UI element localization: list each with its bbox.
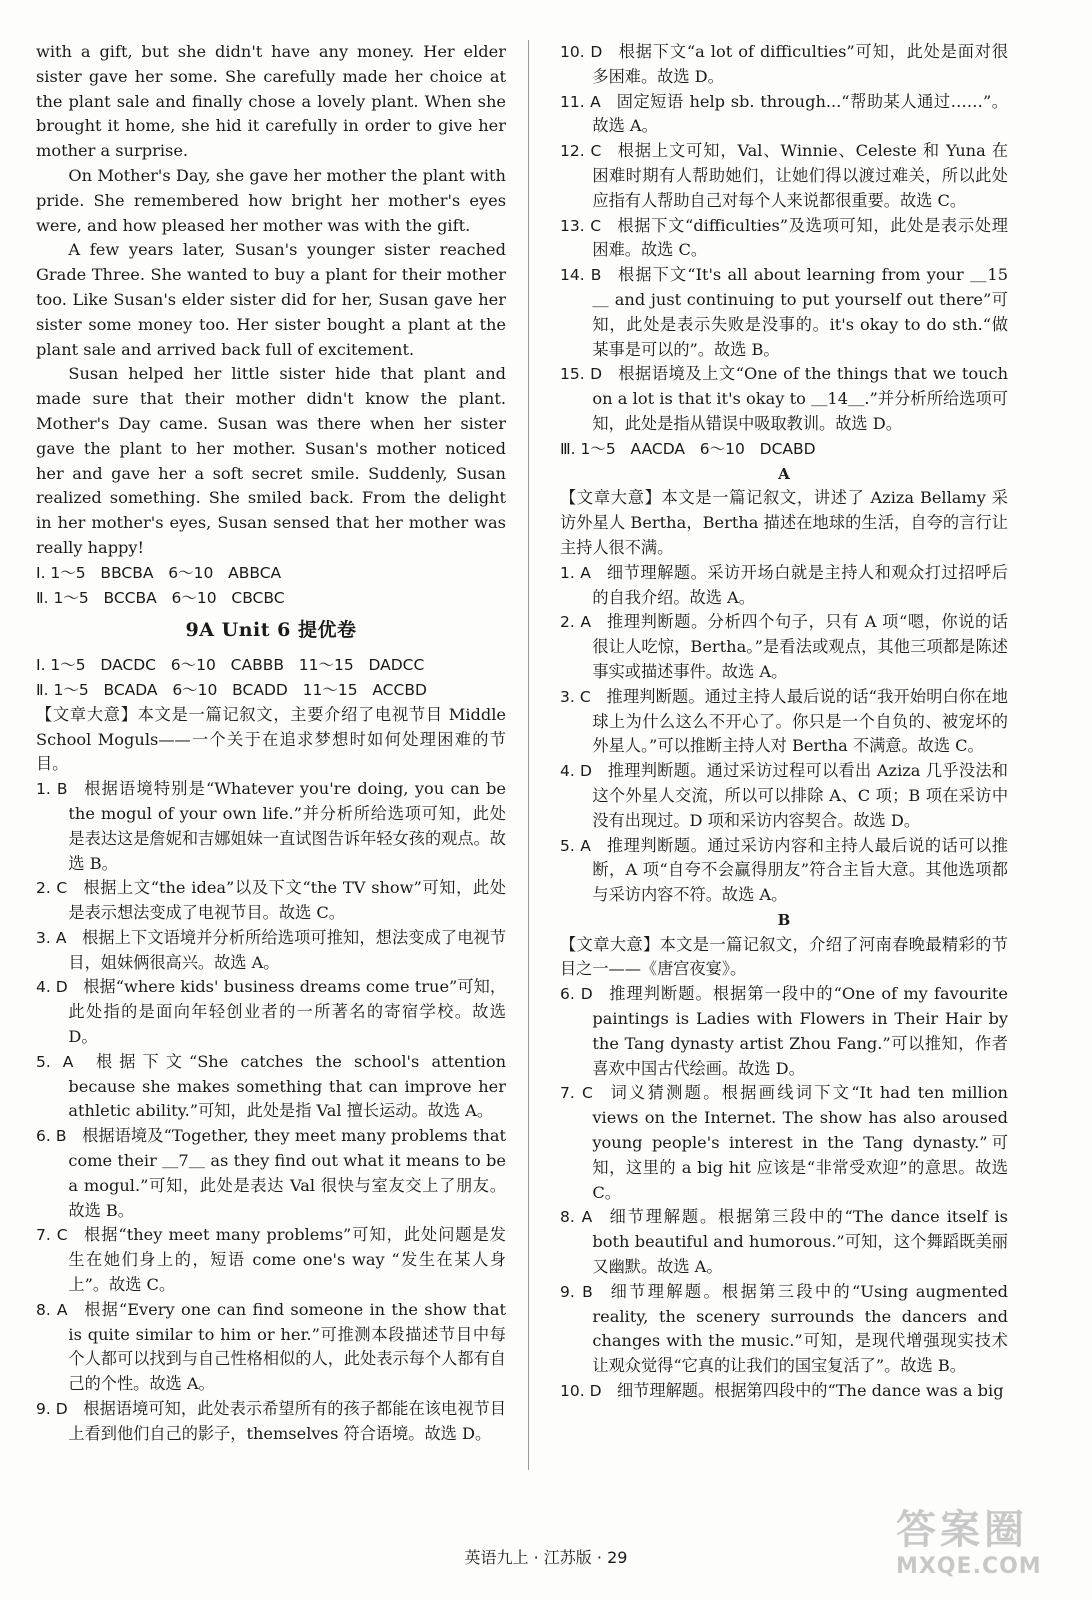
article-summary-a: 【文章大意】本文是一篇记叙文，讲述了 Aziza Bellamy 采访外星人 Bertha，Bertha 描述在地球的生活，自夸的言行让主持人很不满。 xyxy=(560,488,1008,557)
explanation-item xyxy=(36,926,506,976)
item-number: 3. A xyxy=(36,928,82,947)
explanation-item xyxy=(36,975,506,1049)
watermark-en: MXQE.COM xyxy=(896,1554,1042,1579)
explanation-item xyxy=(36,1223,506,1297)
item-number: 7. C xyxy=(560,1084,609,1103)
item-number: 1. A xyxy=(560,563,607,582)
article-summary-b: 【文章大意】本文是一篇记叙文，介绍了河南春晚最精彩的节目之一——《唐宫夜宴》。 xyxy=(560,934,1008,979)
explanation-item xyxy=(560,40,1008,90)
part-a-label: A xyxy=(778,464,790,483)
page-footer: 英语九上 · 江苏版 · 29 xyxy=(464,1548,628,1567)
explanation-item xyxy=(560,139,1008,213)
item-text: 根据上下文语境并分析所给选项可推知，想法变成了电视节目，姐妹俩很高兴。故选 A。 xyxy=(68,927,507,972)
item-number: 9. D xyxy=(36,1400,84,1419)
explanation-list xyxy=(36,777,506,1447)
watermark-logo xyxy=(896,1506,1080,1592)
item-text: 根据语境及“Together, they meet many problems that come their ＿7＿ as they find out what it means to be a mogul.”可知，此处是表达 Val 很快与室友交上了朋友。故选 B。 xyxy=(68,1126,506,1220)
column-divider xyxy=(528,40,529,1470)
item-number: 6. D xyxy=(560,985,609,1004)
explanation-list-b xyxy=(560,982,1008,1404)
item-text: 根据下文“She catches the school's attention because she makes something that can improve her athletic ability.”可知，此处是指 Val 擅长运动。故选 A。 xyxy=(68,1051,506,1121)
left-column xyxy=(36,40,506,1447)
answer-line: Ⅰ. 1～5 DACDC 6～10 CABBB 11～15 DADCC xyxy=(36,656,425,675)
item-number: 6. B xyxy=(36,1127,82,1146)
item-number: 7. C xyxy=(36,1226,84,1245)
item-number: 14. B xyxy=(560,266,617,285)
story-paragraph: A few years later, Susan's younger sister reached Grade Three. She wanted to buy a plant for their mother too. Like Susan's elder sister did for her, Susan gave her sister some money too. Her sister bought a plant at the plant sale and arrived back full of excitement. xyxy=(36,240,506,359)
story-text xyxy=(36,40,506,561)
item-text: 细节理解题。根据第三段中的“Using augmented reality, the scenery surrounds the dancers and changes with the music.”可知，是现代增强现实技术让观众觉得“它真的让我们的国宝复活了”。故选 B。 xyxy=(592,1281,1008,1376)
explanation-item xyxy=(560,1379,1008,1404)
item-text: 推理判断题。分析四个句子，只有 A 项“嗯，你说的话很让人吃惊，Bertha。”是看法或观点，其他三项都是陈述事实或描述事件。故选 A。 xyxy=(592,612,1008,681)
explanation-item xyxy=(560,1081,1008,1205)
explanation-item xyxy=(36,1397,506,1447)
item-text: 细节理解题。采访开场白就是主持人和观众打过招呼后的自我介绍。故选 A。 xyxy=(592,562,1008,607)
item-number: 3. C xyxy=(560,687,607,706)
explanation-item xyxy=(560,362,1008,436)
explanation-item xyxy=(560,685,1008,759)
explanation-item xyxy=(560,610,1008,684)
item-text: 根据语境特别是“Whatever you're doing, you can be the mogul of your own life.”并分析所给选项可知，此处是表达这是詹妮和吉娜姐妹一直试图告诉年轻女孩的观点。故选 B。 xyxy=(68,779,506,873)
item-number: 1. B xyxy=(36,780,84,799)
explanation-item xyxy=(36,876,506,926)
explanation-item xyxy=(36,777,506,876)
explanation-item xyxy=(560,1280,1008,1379)
item-number: 10. D xyxy=(560,43,618,61)
answer-line: Ⅰ. 1～5 BBCBA 6～10 ABBCA xyxy=(36,563,282,582)
explanation-item xyxy=(560,834,1008,908)
item-number: 5. A xyxy=(560,836,607,855)
item-number: 13. C xyxy=(560,216,617,235)
item-number: 2. A xyxy=(560,613,607,632)
explanation-item xyxy=(36,1298,506,1397)
item-number: 15. D xyxy=(560,365,618,384)
part-b-label: B xyxy=(777,910,791,929)
explanation-item xyxy=(560,561,1008,611)
item-number: 4. D xyxy=(36,978,84,997)
explanation-item xyxy=(36,1050,506,1124)
item-text: 根据下文“difficulties”及选项可知，此处是表示处理困难。故选 C。 xyxy=(592,215,1008,260)
article-summary: 【文章大意】本文是一篇记叙文，主要介绍了电视节目 Middle School Moguls——一个关于在追求梦想时如何处理困难的节目。 xyxy=(36,704,506,774)
item-text: 推理判断题。根据第一段中的“One of my favourite paintings is Ladies with Flowers in Their Hair by the Tang dynasty artist Zhou Fang.”可以推知，作者喜欢中国古代绘画。故选 D。 xyxy=(592,984,1008,1078)
item-number: 4. D xyxy=(560,762,608,781)
item-text: 根据语境可知，此处表示希望所有的孩子都能在该电视节目上看到他们自己的影子，themselves 符合语境。故选 D。 xyxy=(68,1399,507,1443)
item-number: 11. A xyxy=(560,92,617,111)
right-column xyxy=(560,40,1008,1404)
item-text: 推理判断题。通过主持人最后说的话“我开始明白你在地球上为什么这么不开心了。你只是一个自负的、被宠坏的外星人。”可以推断主持人对 Bertha 不满意。故选 C。 xyxy=(592,686,1008,756)
watermark-cn: 答案圈 xyxy=(896,1507,1028,1553)
item-text: 推理判断题。通过采访内容和主持人最后说的话可以推断，A 项“自夸不会赢得朋友”符合主旨大意。其他选项都与采访内容不符。故选 A。 xyxy=(592,835,1008,905)
item-text: 细节理解题。根据第三段中的“The dance itself is both beautiful and humorous.”可知，这个舞蹈既美丽又幽默。故选 A。 xyxy=(592,1207,1008,1277)
item-text: 根据“Every one can find someone in the show that is quite similar to him or her.”可推测本段描述节目中每个人都可以找到与自己性格相似的人，此处表示每个人都有自己的个性。故选 A。 xyxy=(68,1299,507,1394)
answer-line: Ⅱ. 1～5 BCADA 6～10 BCADD 11～15 ACCBD xyxy=(36,680,427,699)
explanation-list-a xyxy=(560,561,1008,908)
item-text: 根据下文“It's all about learning from your ＿15＿ and just continuing to put yourself out there”可知，此处是表示失败是没事的。it's okay to do sth.“做某事是可以的”。故选 B。 xyxy=(592,265,1008,359)
explanation-list-top xyxy=(560,40,1008,437)
item-text: 推理判断题。通过采访过程可以看出 Aziza 几乎没法和这个外星人交流，所以可以排除 A、C 项；B 项在采访中没有出现过。D 项和采访内容契合。故选 D。 xyxy=(592,761,1009,830)
answers-after xyxy=(36,653,506,703)
explanation-item xyxy=(560,214,1008,264)
item-number: 9. B xyxy=(560,1282,609,1301)
item-number: 8. A xyxy=(36,1300,84,1319)
item-text: 根据“they meet many problems”可知，此处问题是发生在她们身上的，短语 come one's way “发生在某人身上”。故选 C。 xyxy=(68,1225,506,1295)
explanation-item xyxy=(560,90,1008,140)
item-text: 词义猜测题。根据画线词下文“It had ten million views on the Internet. The show has also aroused young people's interest in the Tang dynasty.”可知，这里的 a big hit 应该是“非常受欢迎”的意思。故选 C。 xyxy=(592,1083,1008,1202)
item-number: 8. A xyxy=(560,1208,608,1227)
item-text: 根据上文可知，Val、Winnie、Celeste 和 Yuna 在困难时期有人帮助她们，让她们得以渡过难关，所以此处应指有人帮助自己对每个人来说都很重要。故选 C。 xyxy=(592,141,1009,210)
item-number: 2. C xyxy=(36,879,83,898)
explanation-item xyxy=(560,1205,1008,1279)
item-text: 固定短语 help sb. through...“帮助某人通过……”。故选 A。 xyxy=(592,91,1008,136)
story-paragraph: On Mother's Day, she gave her mother the plant with pride. She remembered how bright her mother's eyes were, and how pleased her mother was with the gift. xyxy=(36,165,506,235)
item-text: 根据下文“a lot of difficulties”可知，此处是面对很多困难。故选 D。 xyxy=(592,42,1009,86)
item-text: 根据语境及上文“One of the things that we touch on a lot is that it's okay to ＿14＿.”并分析所给选项可知，此处是指从错误中吸取教训。故选 D。 xyxy=(592,364,1008,433)
item-number: 12. C xyxy=(560,142,617,161)
explanation-item xyxy=(560,263,1008,362)
item-text: 细节理解题。根据第四段中的“The dance was a big xyxy=(617,1381,1004,1401)
story-paragraph: with a gift, but she didn't have any money. Her elder sister gave her some. She carefully made her choice at the plant sale and finally chose a lovely plant. When she brought it home, she hid it carefully in order to give her mother a surprise. xyxy=(36,42,506,161)
story-paragraph: Susan helped her little sister hide that plant and made sure that their mother didn't know the plant. Mother's Day came. Susan was there when her sister gave the plant to her mother. Susan's mother noticed her and gave her a soft secret smile. Suddenly, Susan realized something. She smiled back. From the delight in her mother's eyes, Susan sensed that her mother was really happy! xyxy=(36,364,506,557)
answer-line: Ⅱ. 1～5 BCCBA 6～10 CBCBC xyxy=(36,588,285,607)
explanation-item xyxy=(560,982,1008,1081)
item-number: 5. A xyxy=(36,1052,89,1071)
item-text: 根据“where kids' business dreams come true”可知，此处指的是面向年轻创业者的一所著名的寄宿学校。故选 D。 xyxy=(68,977,507,1047)
answers-iii: Ⅲ. 1～5 AACDA 6～10 DCABD xyxy=(560,439,816,458)
section-title: 9A Unit 6 提优卷 xyxy=(185,619,357,642)
item-text: 根据上文“the idea”以及下文“the TV show”可知，此处是表示想法变成了电视节目。故选 C。 xyxy=(68,878,506,923)
explanation-item xyxy=(36,1124,506,1223)
item-number: 10. D xyxy=(560,1382,618,1401)
answers-before xyxy=(36,561,506,611)
explanation-item xyxy=(560,759,1008,833)
